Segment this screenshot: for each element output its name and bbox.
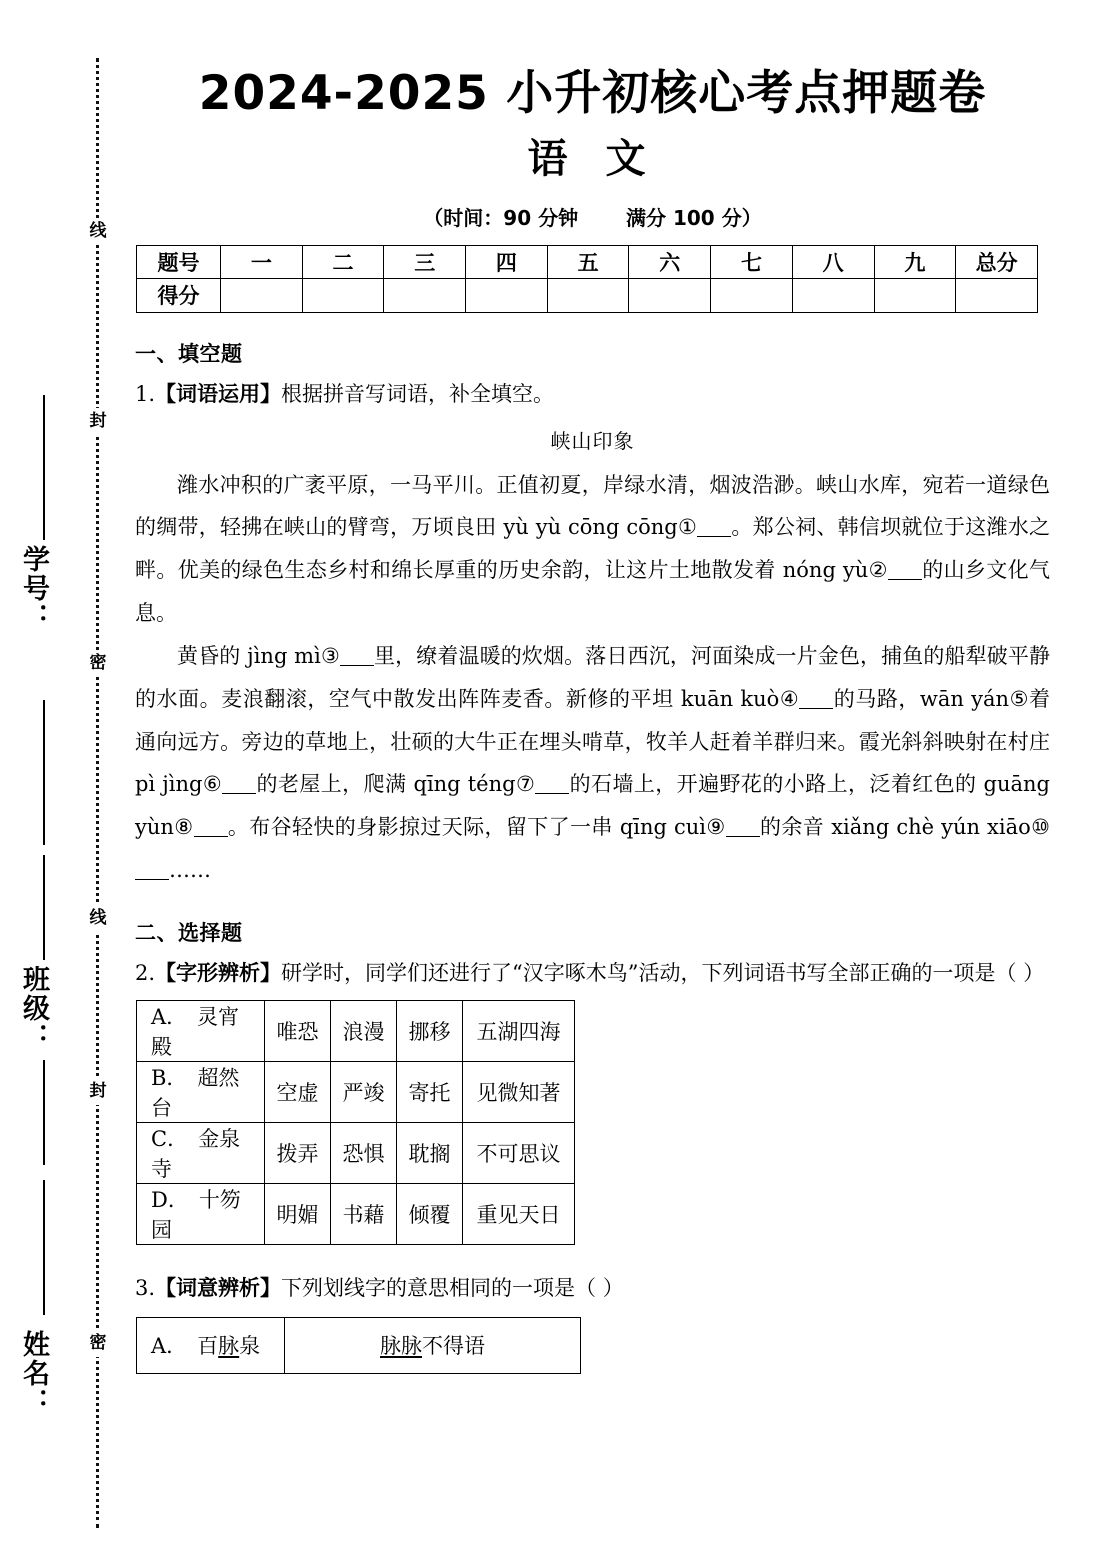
answer-blank-4[interactable] [799, 708, 833, 709]
p2-seg-g: 的余音 xiǎng chè yún xiāo⑩ [759, 815, 1050, 840]
q2-option-a[interactable] [137, 1000, 265, 1061]
table-row[interactable] [137, 1000, 575, 1061]
q3-a-right-underlined: 脉脉 [380, 1334, 422, 1359]
answer-blank-9[interactable] [726, 836, 760, 837]
section-heading-2: 二、选择题 [135, 920, 243, 945]
q2-c-word-1: 金泉寺 [151, 1126, 241, 1181]
seal-char-2: 封 [86, 408, 110, 435]
question-3-prompt [135, 1271, 1050, 1305]
q2-text: 研学时，同学们还进行了“汉字啄木鸟”活动，下列词语书写全部正确的一项是（ ） [281, 960, 1045, 985]
q2-c-word-5: 不可思议 [463, 1122, 575, 1183]
q2-letter-c: C． [151, 1126, 189, 1151]
answer-blank-1[interactable] [697, 536, 731, 537]
q2-option-d[interactable] [137, 1183, 265, 1244]
q2-c-word-3: 恐惧 [331, 1122, 397, 1183]
p2-seg-a: 黄昏的 jìng mì③ [177, 643, 340, 668]
table-row[interactable] [137, 1122, 575, 1183]
q2-b-word-5: 见微知著 [463, 1061, 575, 1122]
margin-rule-4 [43, 1060, 45, 1165]
q2-a-word-5: 五湖四海 [463, 1000, 575, 1061]
score-row-label-number: 题号 [137, 245, 221, 278]
q2-letter-a: A． [151, 1004, 188, 1029]
q2-c-word-2: 拨弄 [265, 1122, 331, 1183]
score-cell-4[interactable] [466, 278, 548, 312]
q3-letter-a: A． [151, 1334, 188, 1359]
answer-blank-10[interactable] [135, 879, 169, 880]
page-title: 2024-2025 小升初核心考点押题卷 [198, 66, 987, 121]
section-heading-1: 一、填空题 [135, 341, 243, 366]
p2-seg-d: 的老屋上，爬满 qīng téng⑦ [256, 772, 536, 797]
score-col-6: 六 [629, 245, 711, 278]
q3-a-right-post: 不得语 [422, 1334, 485, 1359]
score-col-1: 一 [221, 245, 303, 278]
q2-d-word-3: 书藉 [331, 1183, 397, 1244]
score-cell-8[interactable] [792, 278, 874, 312]
score-col-4: 四 [466, 245, 548, 278]
p1-seg-a: 潍水冲积的广袤平原，一马平川。正值初夏，岸绿水清，烟波浩渺。峡山水库，宛若一道绿色的绸带，轻拂在峡山的臂弯，万顷良田 yù yù cōng cōng① [135, 472, 1050, 540]
margin-label-name: 姓名： [18, 1330, 49, 1417]
q3-option-a[interactable] [137, 1317, 285, 1373]
q2-d-word-5: 重见天日 [463, 1183, 575, 1244]
q3-number: 3. [135, 1275, 156, 1300]
q2-d-word-1: 十笏园 [151, 1187, 241, 1242]
exam-total-score: 满分 100 分） [626, 205, 762, 230]
seal-char-3: 密 [86, 650, 110, 677]
q2-d-word-2: 明媚 [265, 1183, 331, 1244]
p2-seg-h: …… [169, 858, 211, 883]
margin-rule-1 [43, 395, 45, 540]
exam-page [135, 0, 1050, 1374]
answer-blank-8[interactable] [194, 836, 228, 837]
margin-label-student-id: 学号： [18, 545, 49, 632]
q2-b-word-1: 超然台 [151, 1065, 240, 1120]
p1-seg-b: 。郑公祠、韩信坝就位于这潍水之畔。优美的绿色生态乡村和绵长厚重的历史余韵，让这片土地散发着 nóng yù② [135, 515, 1050, 583]
q2-number: 2. [135, 960, 156, 985]
q2-a-word-3: 浪漫 [331, 1000, 397, 1061]
q2-a-word-4: 挪移 [397, 1000, 463, 1061]
q3-a-left-pre: 百 [197, 1334, 219, 1359]
p1-seg-c: 的山乡文化气息。 [135, 558, 1051, 626]
score-table [136, 245, 1038, 313]
seal-dotted-line [96, 58, 99, 1528]
score-table-value-row [137, 278, 1038, 312]
answer-blank-2[interactable] [888, 579, 922, 580]
q2-b-word-4: 寄托 [397, 1061, 463, 1122]
score-col-9: 九 [874, 245, 956, 278]
answer-blank-7[interactable] [535, 793, 569, 794]
seal-char-6: 密 [86, 1330, 110, 1357]
q3-tag: 【词意辨析】 [155, 1275, 282, 1300]
score-col-2: 二 [302, 245, 384, 278]
score-col-3: 三 [384, 245, 466, 278]
score-cell-2[interactable] [302, 278, 384, 312]
q2-option-c[interactable] [137, 1122, 265, 1183]
q2-a-word-2: 唯恐 [265, 1000, 331, 1061]
q1-text: 根据拼音写词语，补全填空。 [281, 381, 555, 406]
score-row-label-points: 得分 [137, 278, 221, 312]
question-2-prompt [135, 956, 1050, 990]
seal-char-4: 线 [86, 905, 110, 932]
score-cell-6[interactable] [629, 278, 711, 312]
question-3-options-table [136, 1317, 581, 1374]
q2-b-word-3: 严竣 [331, 1061, 397, 1122]
seal-margin [0, 0, 130, 1559]
q2-tag: 【字形辨析】 [155, 960, 282, 985]
q3-a-right [285, 1317, 581, 1373]
answer-blank-3[interactable] [340, 665, 374, 666]
margin-rule-3 [43, 855, 45, 960]
q1-tag: 【词语运用】 [155, 381, 282, 406]
p2-seg-b: 里，缭着温暖的炊烟。落日西沉，河面染成一片金色，捕鱼的船犁破平静的水面。麦浪翻滚，空气中散发出阵阵麦香。新修的平坦 kuān kuò④ [135, 643, 1050, 711]
exam-meta [135, 202, 1050, 231]
score-cell-9[interactable] [874, 278, 956, 312]
q3-a-left-post: 泉 [239, 1334, 261, 1359]
margin-label-class: 班级： [18, 965, 49, 1052]
p2-seg-f: 。布谷轻快的身影掠过天际，留下了一串 qīng cuì⑨ [227, 815, 726, 840]
q3-a-left-underlined: 脉 [218, 1334, 240, 1359]
table-row[interactable] [137, 1061, 575, 1122]
q2-c-word-4: 耽搁 [397, 1122, 463, 1183]
seal-char-1: 线 [86, 218, 110, 245]
question-1-prompt [135, 377, 1050, 411]
q2-option-b[interactable] [137, 1061, 265, 1122]
subject-title: 语 文 [527, 135, 658, 182]
q2-b-word-2: 空虚 [265, 1061, 331, 1122]
score-table-header-row [137, 245, 1038, 278]
score-col-7: 七 [711, 245, 793, 278]
score-cell-5[interactable] [547, 278, 629, 312]
margin-rule-5 [43, 1180, 45, 1315]
q2-d-word-4: 倾覆 [397, 1183, 463, 1244]
answer-blank-6[interactable] [222, 793, 256, 794]
score-col-total: 总分 [956, 245, 1038, 278]
question-2-options-table [136, 1000, 575, 1245]
table-row[interactable] [137, 1317, 581, 1373]
score-cell-7[interactable] [711, 278, 793, 312]
q2-letter-b: B． [151, 1065, 188, 1090]
passage-title: 峡山印象 [550, 428, 635, 453]
score-col-5: 五 [547, 245, 629, 278]
p2-seg-e: 的石墙上，开遍野花的小路上，泛着红色的 guāng yùn⑧ [135, 772, 1051, 840]
margin-rule-2 [43, 700, 45, 845]
q3-text: 下列划线字的意思相同的一项是（ ） [281, 1275, 624, 1300]
score-cell-total[interactable] [956, 278, 1038, 312]
score-cell-1[interactable] [221, 278, 303, 312]
seal-char-5: 封 [86, 1078, 110, 1105]
q1-number: 1. [135, 381, 156, 406]
score-cell-3[interactable] [384, 278, 466, 312]
score-col-8: 八 [792, 245, 874, 278]
q2-a-word-1: 灵宵殿 [151, 1004, 240, 1059]
q2-letter-d: D． [151, 1187, 189, 1212]
p2-seg-c: 的马路，wān yán⑤着通向远方。旁边的草地上，壮硕的大牛正在埋头啃草，牧羊人赶着羊群归来。霞光斜斜映射在村庄 pì jìng⑥ [135, 686, 1050, 797]
passage-paragraph-2 [135, 635, 1050, 892]
passage-paragraph-1 [135, 464, 1050, 635]
exam-time: （时间：90 分钟 [423, 205, 579, 230]
table-row[interactable] [137, 1183, 575, 1244]
